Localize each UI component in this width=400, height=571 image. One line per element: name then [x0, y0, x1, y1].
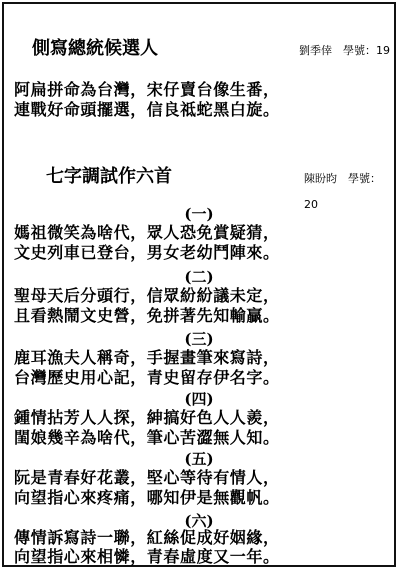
stanza-line: 向望指心來疼痛，哪知伊是無觀帆。 — [14, 488, 280, 507]
stanza-line: 向望指心來相憐，青春虛度又一年。 — [14, 547, 280, 566]
poem-1-line-2: 連戰好命頭擺選，信良祗蛇黑白旋。 — [14, 100, 280, 119]
poem-1-byline: 劉季倖 學號：19 — [299, 44, 390, 57]
stanza-line: 鹿耳漁夫人稱奇，手握畫筆來寫詩， — [14, 348, 280, 367]
stanza-line: 傳情訴寫詩一聯，紅絲促成好姻緣， — [14, 528, 280, 547]
poem-1-title: 側寫總統候選人 — [32, 38, 158, 59]
stanza-line: 鍾情拈芳人人探，紳搞好色人人羨， — [14, 408, 280, 427]
poem-2-title: 七字調試作六首 — [46, 166, 172, 187]
stanza-number: (六) — [184, 512, 214, 530]
stanza-number: (四) — [184, 390, 214, 408]
stanza-line: 且看熱鬧文史營，免拼著先知輸贏。 — [14, 306, 280, 325]
stanza-line: 閨娘幾辛為啥代，筆心苦澀無人知。 — [14, 428, 280, 447]
stanza-line: 文史列車已登台，男女老幼鬥陣來。 — [14, 243, 280, 262]
stanza-line: 阮是青春好花叢，堅心等待有情人， — [14, 468, 280, 487]
stanza-line: 媽祖微笑為啥代，眾人恐免賞疑猜， — [14, 223, 280, 242]
stanza-number: (三) — [184, 330, 214, 348]
poem-1-line-1: 阿扁拼命為台灣，宋仔賣台像生番， — [14, 80, 280, 99]
stanza-line: 聖母天后分頭行，信眾紛紛議未定， — [14, 286, 280, 305]
stanza-number: (五) — [184, 450, 214, 468]
poem-2-byline: 陳盼昀 學號：20 — [304, 172, 381, 211]
document-page — [2, 2, 396, 567]
stanza-line: 台灣歷史用心記，青史留存伊名字。 — [14, 368, 280, 387]
stanza-number: (二) — [184, 268, 214, 286]
stanza-number: (一) — [184, 205, 214, 223]
